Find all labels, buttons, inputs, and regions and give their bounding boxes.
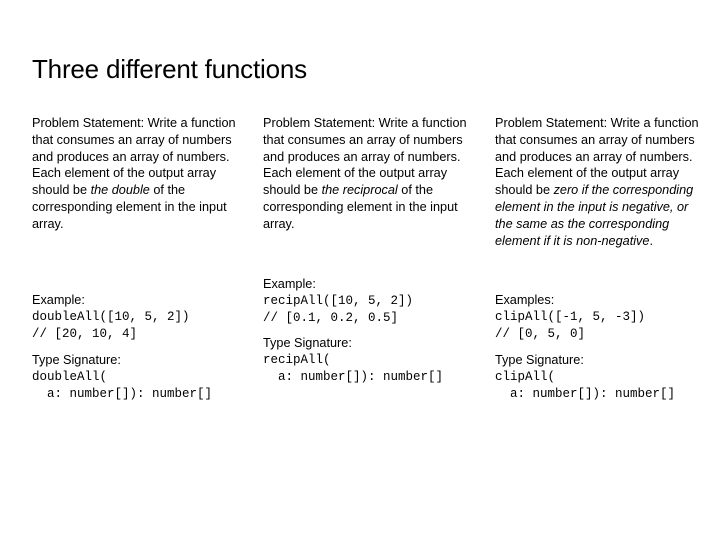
type-signature-label: Type Signature: [495, 353, 584, 367]
example-code: recipAll([10, 5, 2]) // [0.1, 0.2, 0.5] [263, 293, 414, 325]
type-signature-label: Type Signature: [32, 353, 121, 367]
example-label: Example: [263, 277, 316, 291]
function-column-reciprocal [263, 115, 468, 384]
problem-statement-text: Write a function that consumes an array of numbers and produces an array of numbers. Each element of the output array should be [263, 116, 467, 198]
problem-statement-text-end: of the corresponding element in the input array. [32, 183, 227, 231]
problem-statement-label: Problem Statement: [263, 116, 376, 130]
type-signature-section [495, 352, 720, 403]
function-column-double [32, 115, 237, 401]
problem-statement-emphasis: the reciprocal [321, 183, 398, 198]
type-signature-code: clipAll( a: number[]): number[] [495, 369, 676, 401]
problem-statement [263, 115, 468, 233]
problem-statement-label: Problem Statement: [32, 116, 145, 130]
slide-title: Three different functions [32, 54, 307, 84]
problem-statement [495, 115, 700, 249]
examples-label: Examples: [495, 293, 555, 307]
problem-statement-text: Write a function that consumes an array of numbers and produces an array of numbers. Each element of the output array should be [32, 116, 236, 198]
example-section [263, 276, 493, 327]
type-signature-code: recipAll( a: number[]): number[] [263, 352, 444, 384]
example-code: clipAll([-1, 5, -3]) // [0, 5, 0] [495, 309, 646, 341]
problem-statement-label: Problem Statement: [495, 116, 608, 130]
examples-section [495, 292, 720, 343]
type-signature-code: doubleAll( a: number[]): number[] [32, 369, 213, 401]
example-code: doubleAll([10, 5, 2]) // [20, 10, 4] [32, 309, 190, 341]
problem-statement-emphasis: zero if the corresponding element in the input is negative, or the same as the corresponding element if it is non-negative [495, 183, 694, 248]
problem-statement-text-end: of the corresponding element in the input array. [263, 183, 458, 231]
example-section [32, 292, 262, 343]
example-label: Example: [32, 293, 85, 307]
type-signature-section [32, 352, 262, 403]
problem-statement-emphasis: the double [90, 183, 150, 198]
type-signature-section [263, 335, 493, 386]
problem-statement-text-end: . [649, 233, 653, 248]
type-signature-label: Type Signature: [263, 336, 352, 350]
problem-statement [32, 115, 237, 233]
problem-statement-text: Write a function that consumes an array of numbers and produces an array of numbers. Each element of the output array should be [495, 116, 699, 198]
function-column-clip [495, 115, 700, 401]
